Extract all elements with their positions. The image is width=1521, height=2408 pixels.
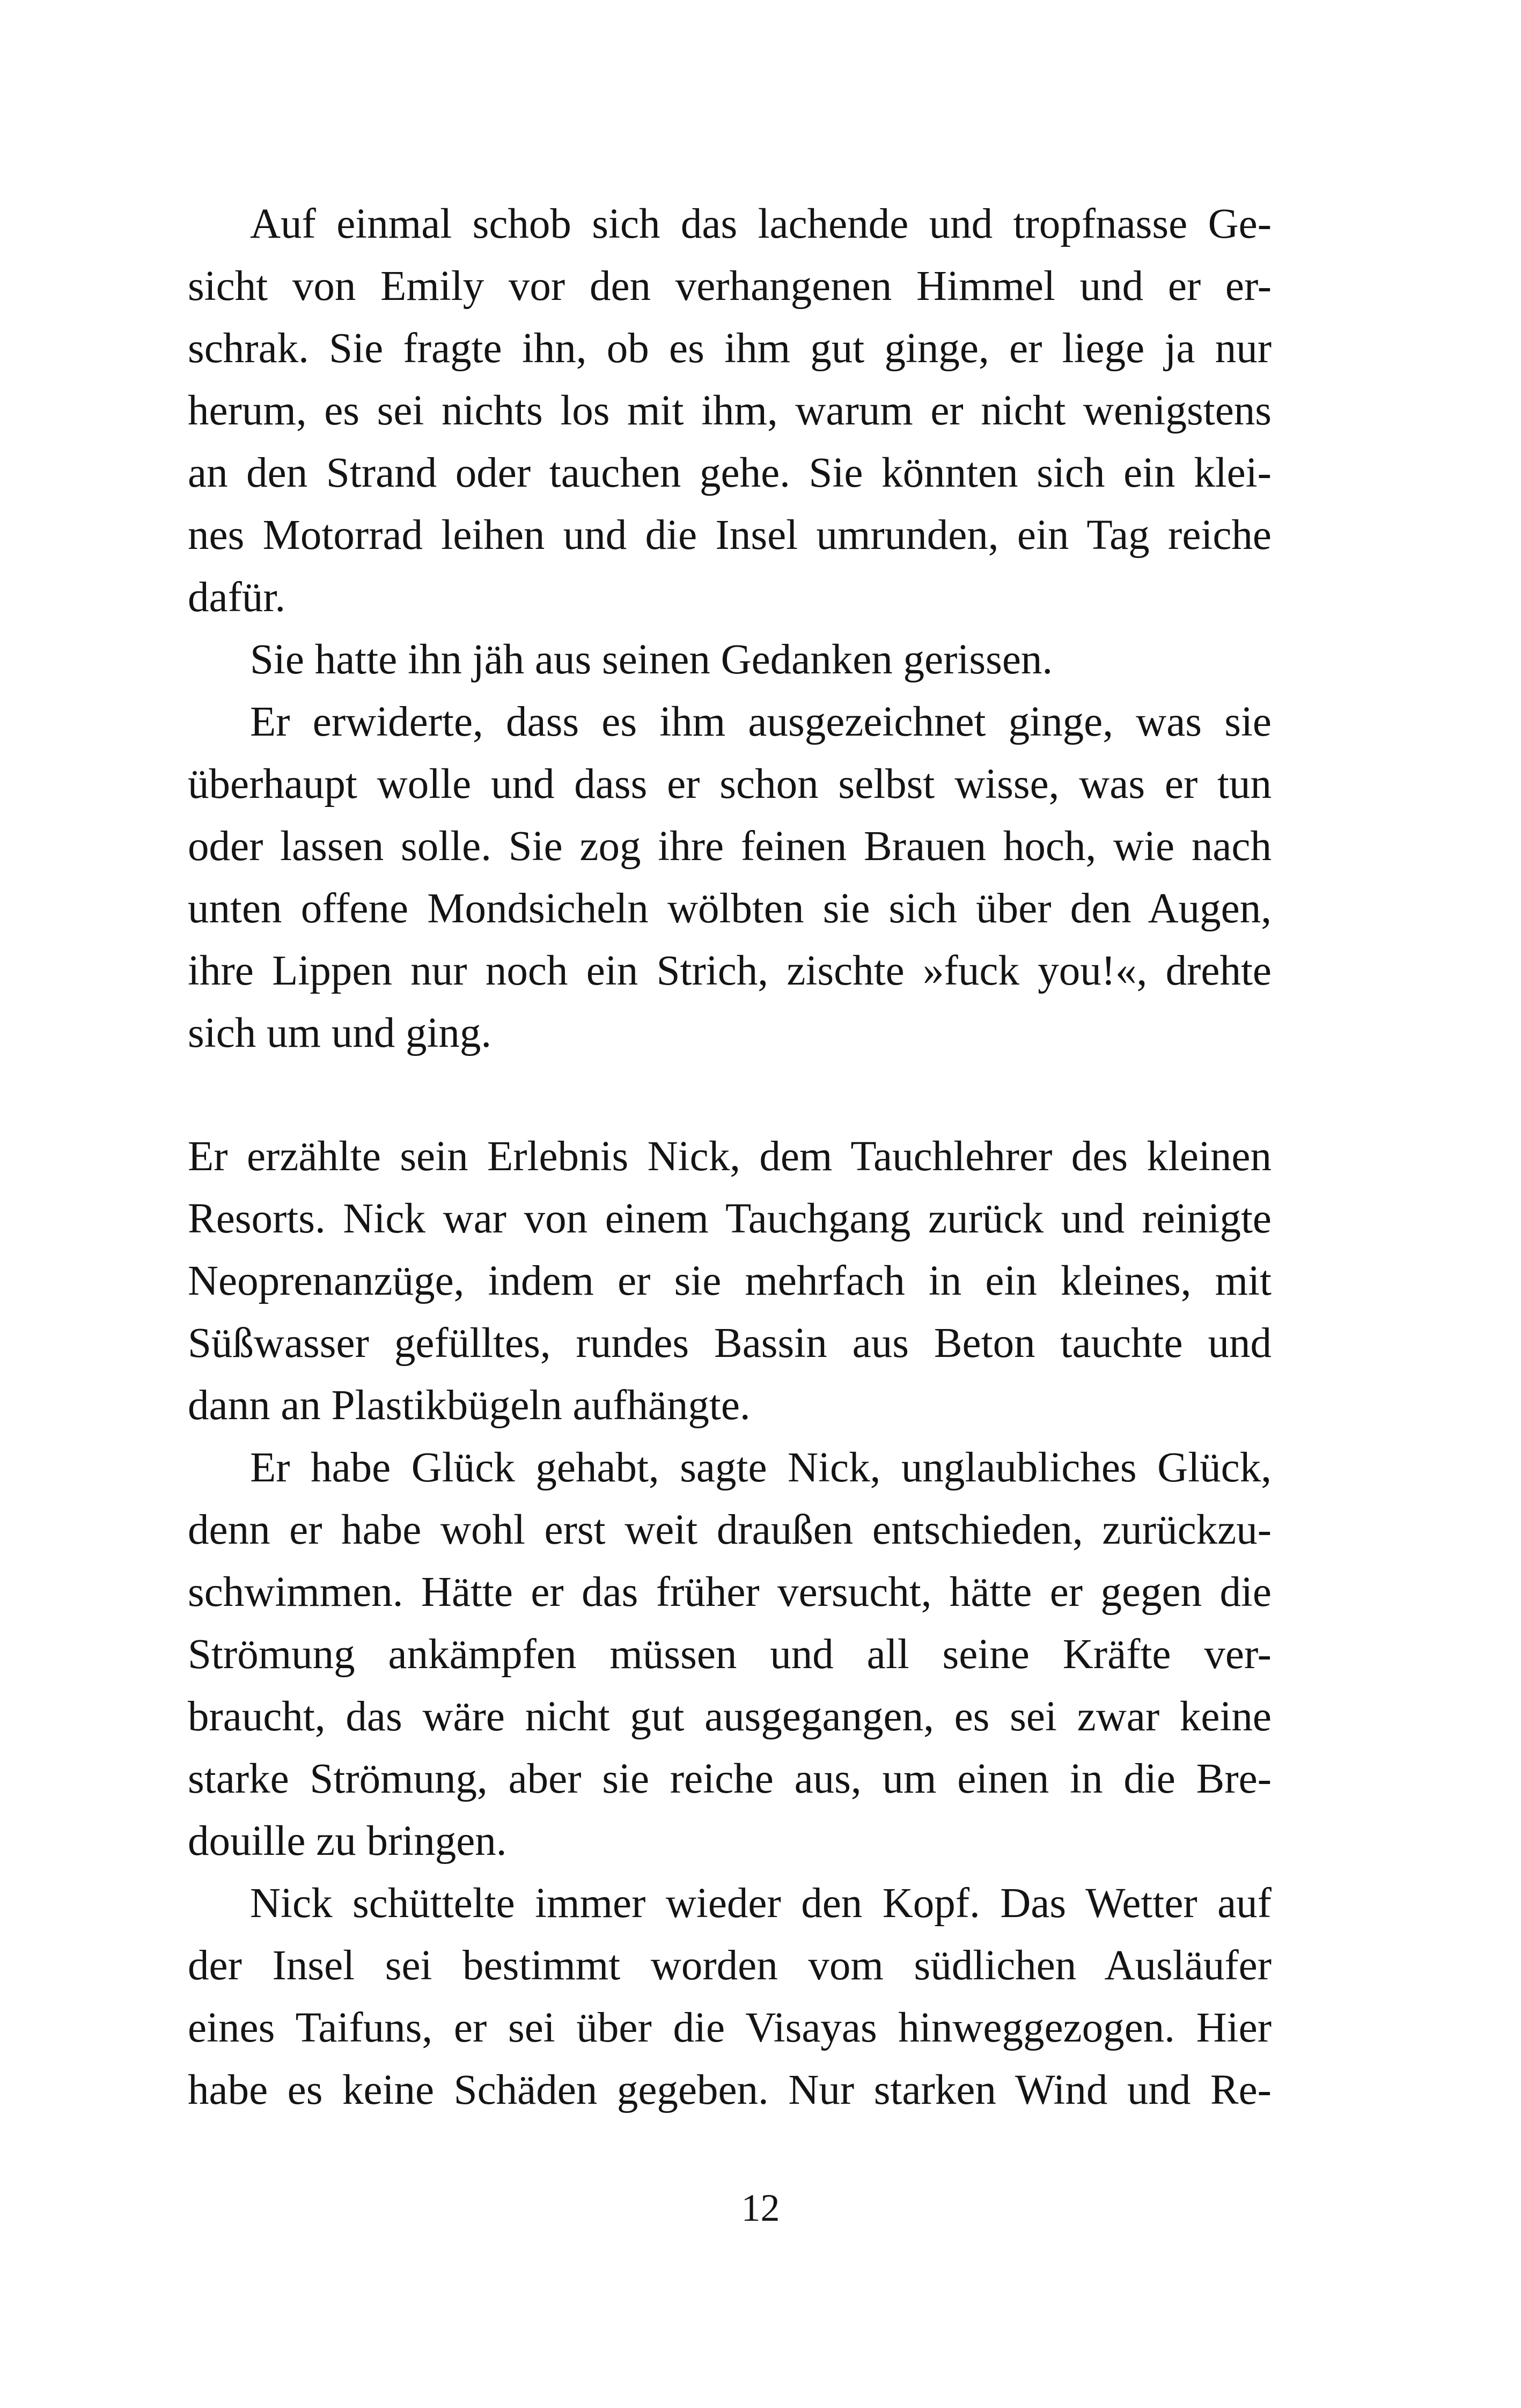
paragraph	[188, 1437, 1272, 1873]
text-line: sich um und ging.	[188, 1010, 492, 1056]
text-line: schwimmen. Hätte er das früher versucht, hätte er gegen die	[188, 1569, 1272, 1616]
text-line: sicht von Emily vor den verhangenen Himmel und er er-	[188, 263, 1272, 310]
text-line: braucht, das wäre nicht gut ausgegangen, es sei zwar keine	[188, 1693, 1272, 1740]
text-section-2	[188, 1126, 1272, 2121]
text-section-1	[188, 193, 1272, 1064]
text-line: Sie hatte ihn jäh aus seinen Gedanken gerissen.	[250, 636, 1053, 683]
paragraph	[188, 193, 1272, 629]
text-line: Nick schüttelte immer wieder den Kopf. Das Wetter auf	[250, 1880, 1272, 1927]
text-line: eines Taifuns, er sei über die Visayas hinweggezogen. Hier	[188, 2005, 1272, 2051]
text-line: denn er habe wohl erst weit draußen entschieden, zurückzu-	[188, 1507, 1272, 1553]
text-line: an den Strand oder tauchen gehe. Sie könnten sich ein klei-	[188, 450, 1272, 496]
paragraph	[188, 629, 1272, 691]
text-line: Er erwiderte, dass es ihm ausgezeichnet ginge, was sie	[250, 699, 1272, 745]
paragraph	[188, 1873, 1272, 2121]
text-line: nes Motorrad leihen und die Insel umrunden, ein Tag reiche	[188, 512, 1272, 559]
text-line: ihre Lippen nur noch ein Strich, zischte »fuck you!«, drehte	[188, 948, 1272, 994]
text-line: Süßwasser gefülltes, rundes Bassin aus Beton tauchte und	[188, 1320, 1272, 1367]
text-line: habe es keine Schäden gegeben. Nur starken Wind und Re-	[188, 2067, 1272, 2113]
page-number: 12	[741, 2186, 780, 2229]
text-line: herum, es sei nichts los mit ihm, warum er nicht wenigstens	[188, 387, 1272, 434]
text-line: Er habe Glück gehabt, sagte Nick, unglaubliches Glück,	[250, 1444, 1272, 1491]
text-line: Auf einmal schob sich das lachende und tropfnasse Ge-	[250, 201, 1272, 247]
text-line: dafür.	[188, 574, 286, 621]
text-line: Neoprenanzüge, indem er sie mehrfach in ein kleines, mit	[188, 1258, 1272, 1304]
text-line: Er erzählte sein Erlebnis Nick, dem Tauchlehrer des kleinen	[188, 1133, 1272, 1180]
text-line: schrak. Sie fragte ihn, ob es ihm gut ginge, er liege ja nur	[188, 325, 1272, 372]
text-line: unten offene Mondsicheln wölbten sie sich über den Augen,	[188, 885, 1272, 932]
text-line: oder lassen solle. Sie zog ihre feinen Brauen hoch, wie nach	[188, 823, 1272, 870]
text-line: dann an Plastikbügeln aufhängte.	[188, 1382, 751, 1429]
paragraph	[188, 1126, 1272, 1437]
text-line: überhaupt wolle und dass er schon selbst wisse, was er tun	[188, 761, 1272, 807]
text-line: der Insel sei bestimmt worden vom südlichen Ausläufer	[188, 1942, 1272, 1989]
text-line: Strömung ankämpfen müssen und all seine Kräfte ver-	[188, 1631, 1272, 1678]
text-line: starke Strömung, aber sie reiche aus, um einen in die Bre-	[188, 1756, 1272, 1802]
text-line: douille zu bringen.	[188, 1818, 507, 1864]
paragraph	[188, 691, 1272, 1064]
text-line: Resorts. Nick war von einem Tauchgang zurück und reinigte	[188, 1195, 1272, 1242]
